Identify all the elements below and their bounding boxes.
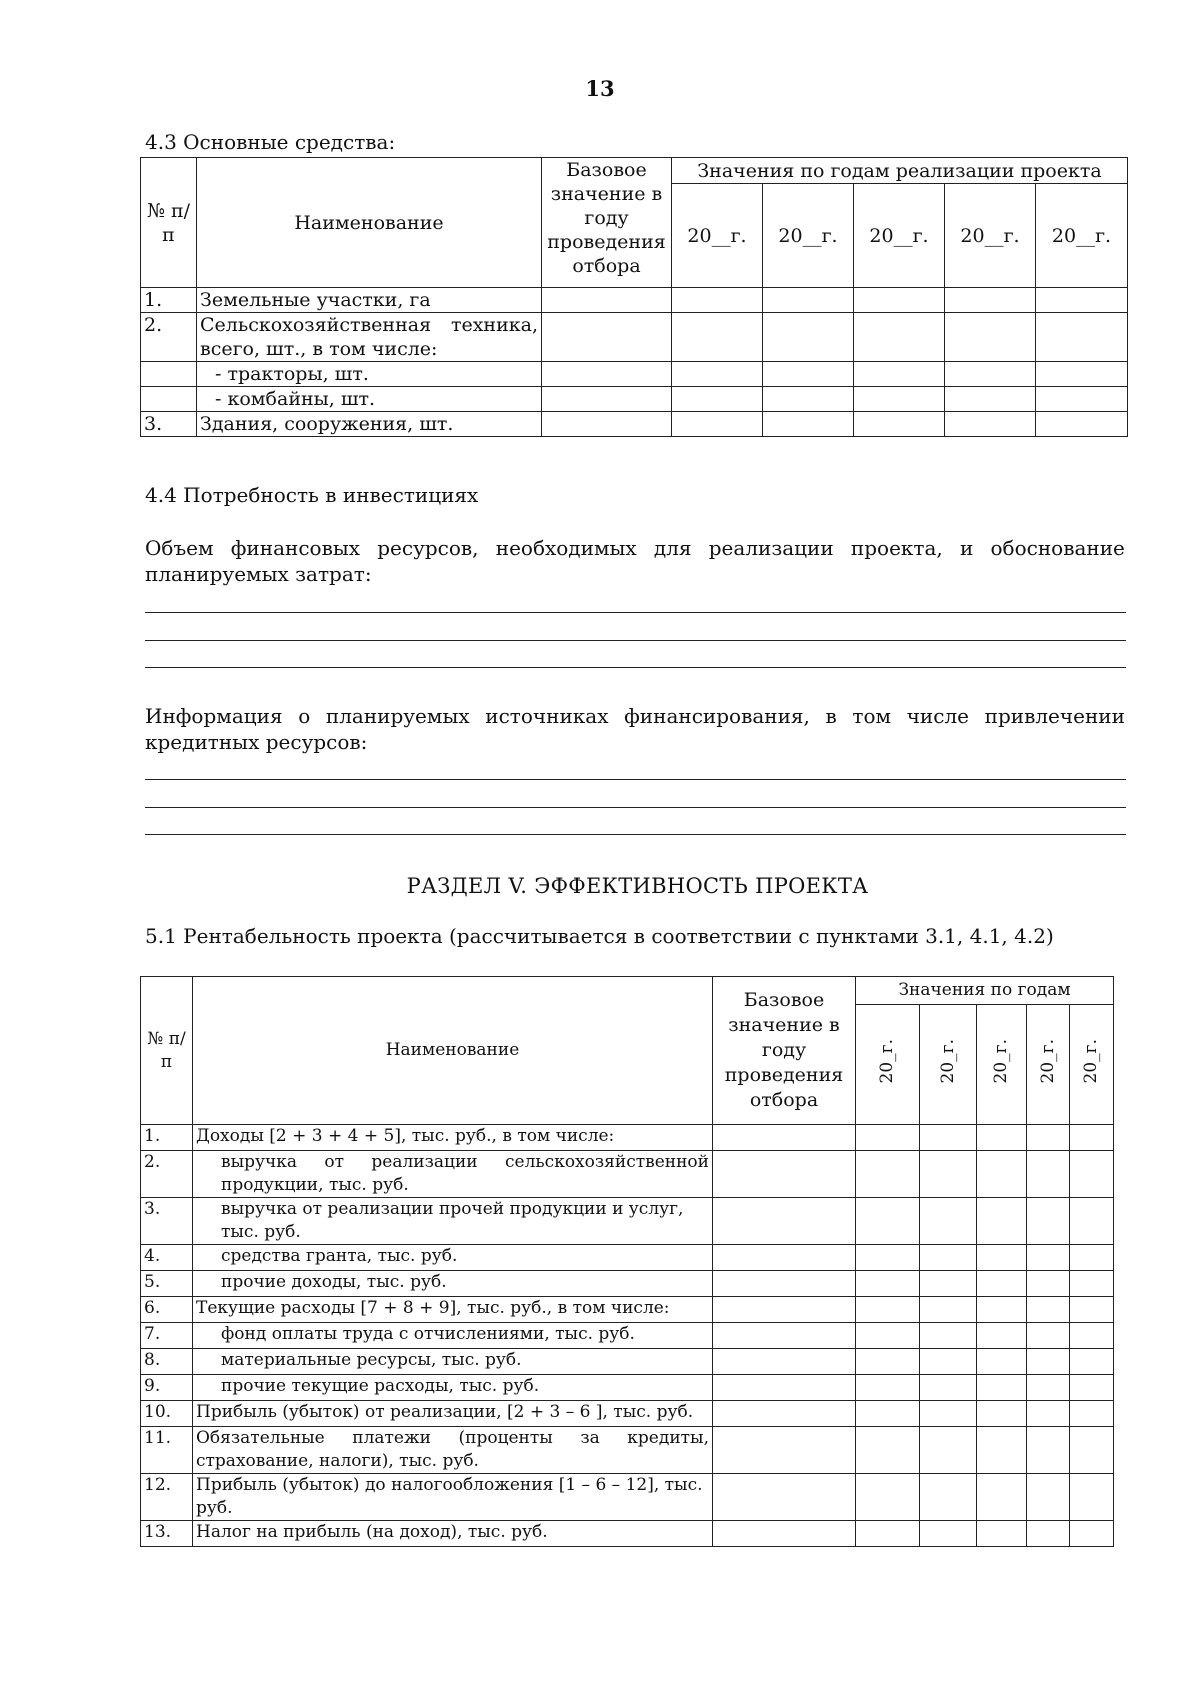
- table-row: [141, 1271, 1114, 1297]
- years-group-header: Значения по годам: [856, 977, 1114, 1005]
- table-row: [141, 412, 1128, 437]
- word: о: [298, 704, 311, 728]
- profitability-table: [140, 976, 1114, 1547]
- table-row: [141, 1427, 1114, 1474]
- col-name-header: Наименование: [197, 158, 542, 288]
- row-name: Налог на прибыль (на доход), тыс. руб.: [193, 1521, 713, 1547]
- row-num: 8.: [141, 1349, 193, 1375]
- fill-in-line[interactable]: [145, 612, 1126, 613]
- word: проекта,: [850, 536, 943, 560]
- row-num: 6.: [141, 1297, 193, 1323]
- table-row: [141, 1125, 1114, 1151]
- row-num: [141, 387, 197, 412]
- word: (проценты: [458, 1428, 553, 1448]
- fill-in-line[interactable]: [145, 807, 1126, 808]
- row-num: 1.: [141, 1125, 193, 1151]
- word: обоснование: [990, 536, 1125, 560]
- row-num: 3.: [141, 1198, 193, 1245]
- word: за: [580, 1428, 600, 1448]
- row-name: - тракторы, шт.: [197, 362, 542, 387]
- year-header: [920, 1005, 977, 1125]
- col-base-header: Базовое значение в году проведения отбора: [713, 977, 856, 1125]
- row-name-part: техника,: [450, 314, 538, 336]
- word: Обязательные: [196, 1428, 325, 1448]
- table-row: [141, 1151, 1114, 1198]
- financing-sources-paragraph: [145, 703, 1125, 755]
- fill-in-line[interactable]: [145, 834, 1126, 835]
- section-4-3-title: 4.3 Основные средства:: [145, 130, 396, 154]
- table-row: [141, 1245, 1114, 1271]
- table-row: [141, 1521, 1114, 1547]
- word: необходимых: [495, 536, 637, 560]
- row-name: материальные ресурсы, тыс. руб.: [193, 1349, 713, 1375]
- word: Информация: [145, 704, 283, 728]
- word: в: [825, 704, 837, 728]
- row-num: 11.: [141, 1427, 193, 1474]
- year-header: 20__г.: [672, 184, 763, 288]
- word: для: [653, 536, 692, 560]
- fill-in-line[interactable]: [145, 667, 1126, 668]
- year-header: [977, 1005, 1027, 1125]
- table-row: [141, 1349, 1114, 1375]
- year-header: [856, 1005, 920, 1125]
- word: привлечении: [984, 704, 1125, 728]
- row-name: [197, 313, 542, 362]
- fill-in-line[interactable]: [145, 640, 1126, 641]
- row-num: 2.: [141, 1151, 193, 1198]
- year-header: 20__г.: [854, 184, 945, 288]
- year-header: [1027, 1005, 1070, 1125]
- row-num: 7.: [141, 1323, 193, 1349]
- row-name-part: страхование, налоги), тыс. руб.: [196, 1451, 479, 1471]
- row-name: прочие текущие расходы, тыс. руб.: [193, 1375, 713, 1401]
- year-label: 20_г.: [1037, 1038, 1058, 1084]
- row-num: 9.: [141, 1375, 193, 1401]
- years-group-header: Значения по годам реализации проекта: [672, 158, 1128, 184]
- word: ресурсов,: [377, 536, 479, 560]
- word: кредиты,: [627, 1428, 709, 1448]
- year-label: 20_г.: [1081, 1038, 1102, 1084]
- table-row: [141, 288, 1128, 313]
- row-name: выручка от реализации прочей продукции и услуг, тыс. руб.: [193, 1198, 713, 1245]
- row-name: - комбайны, шт.: [197, 387, 542, 412]
- section-5-1-title: 5.1 Рентабельность проекта (рассчитывается в соответствии с пунктами 3.1, 4.1, 4.2): [145, 924, 1054, 948]
- col-base-header: Базовое значение в году проведения отбора: [542, 158, 672, 288]
- table-row: [141, 1198, 1114, 1245]
- table-row: [141, 1375, 1114, 1401]
- year-header: 20__г.: [763, 184, 854, 288]
- word: и: [959, 536, 974, 560]
- word: Объем: [145, 536, 214, 560]
- section-4-4-title: 4.4 Потребность в инвестициях: [145, 483, 479, 507]
- fixed-assets-table: [140, 157, 1128, 437]
- word: реализации: [371, 1152, 478, 1172]
- table-row: [141, 313, 1128, 362]
- table-row: [141, 1323, 1114, 1349]
- row-num: 2.: [141, 313, 197, 362]
- year-label: 20_г.: [991, 1038, 1011, 1084]
- fill-in-line[interactable]: [145, 779, 1126, 780]
- table-row: [141, 1297, 1114, 1323]
- col-name-header: Наименование: [193, 977, 713, 1125]
- row-name: фонд оплаты труда с отчислениями, тыс. руб.: [193, 1323, 713, 1349]
- row-num: 10.: [141, 1401, 193, 1427]
- row-num: [141, 362, 197, 387]
- table-row: [141, 1401, 1114, 1427]
- paragraph-line: планируемых затрат:: [145, 562, 372, 586]
- year-header: 20__г.: [945, 184, 1036, 288]
- page-number: 13: [585, 76, 615, 101]
- word: сельскохозяйственной: [505, 1152, 709, 1172]
- row-num: 3.: [141, 412, 197, 437]
- row-num: 5.: [141, 1271, 193, 1297]
- col-num-header: № п/п: [141, 977, 193, 1125]
- year-header: [1070, 1005, 1114, 1125]
- row-name: Здания, сооружения, шт.: [197, 412, 542, 437]
- word: числе: [906, 704, 969, 728]
- row-name: Земельные участки, га: [197, 288, 542, 313]
- row-num: 1.: [141, 288, 197, 313]
- row-num: 13.: [141, 1521, 193, 1547]
- word: планируемых: [325, 704, 470, 728]
- investment-volume-paragraph: [145, 535, 1125, 587]
- row-name: [193, 1151, 713, 1198]
- year-label: 20_г.: [877, 1038, 897, 1084]
- row-name: [193, 1427, 713, 1474]
- row-name-part: Сельскохозяйственная: [200, 314, 432, 336]
- word: реализации: [708, 536, 834, 560]
- row-name: прочие доходы, тыс. руб.: [193, 1271, 713, 1297]
- year-label: 20_г.: [937, 1038, 958, 1084]
- word: выручка: [221, 1152, 297, 1172]
- word: том: [852, 704, 892, 728]
- word: платежи: [352, 1428, 431, 1448]
- row-num: 12.: [141, 1474, 193, 1521]
- row-name: Доходы [2 + 3 + 4 + 5], тыс. руб., в том числе:: [193, 1125, 713, 1151]
- row-name: средства гранта, тыс. руб.: [193, 1245, 713, 1271]
- section-5-title: РАЗДЕЛ V. ЭФФЕКТИВНОСТЬ ПРОЕКТА: [406, 874, 869, 898]
- row-name-part: продукции, тыс. руб.: [221, 1175, 409, 1195]
- col-num-header: № п/п: [141, 158, 197, 288]
- row-name: Прибыль (убыток) от реализации, [2 + 3 – 6 ], тыс. руб.: [193, 1401, 713, 1427]
- row-name: Текущие расходы [7 + 8 + 9], тыс. руб., в том числе:: [193, 1297, 713, 1323]
- table-row: [141, 387, 1128, 412]
- word: финансовых: [230, 536, 361, 560]
- table-row: [141, 362, 1128, 387]
- word: от: [324, 1152, 345, 1172]
- paragraph-line: кредитных ресурсов:: [145, 730, 368, 754]
- row-name-part: всего, шт., в том числе:: [200, 338, 438, 360]
- word: финансирования,: [624, 704, 810, 728]
- row-name: Прибыль (убыток) до налогообложения [1 – 6 – 12], тыс. руб.: [193, 1474, 713, 1521]
- year-header: 20__г.: [1036, 184, 1128, 288]
- word: источниках: [485, 704, 609, 728]
- row-num: 4.: [141, 1245, 193, 1271]
- table-row: [141, 1474, 1114, 1521]
